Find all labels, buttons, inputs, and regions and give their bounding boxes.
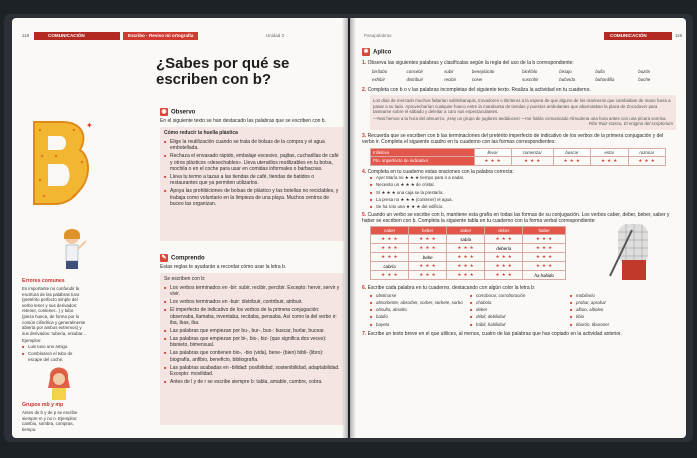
- aplico-exercises: 1. Observa las siguientes palabras y clasifícalas según la regla del uso de la b correspondiente: bisílabo concebir subir beneplácito bicéfalo bisiajo bulla buzón exhibir distribuir recibir coser suscribir bufanda buhardilla buche 2. Completa con b o v las palabras incompletas del siguiente texto. Realiza la actividad en tu cuaderno. Los días de mercado muchos faltarían saltimbanquis, trovadores o titiriteros a la espera de que alguno de los marineros que cambiaban de mano fuera a pasar a su lado. Aprovecharían cualquier hueco entre la marabunta de tiendas y puestos ambulantes que abarrotaban la plaza de Zocodover para tantearse sobre el sábado y deleitar a caro sus espectaculantes. —Nos hemos a la hora del almuerzo, ¡Hay un grupo de juglares andaluces! —me había comunicado Almudena una hora antes con una pícara sonrisa. Pilar Ruiz Gasco, El enigma del scriptorium 3. Recuerda que se escriben con b las terminaciones del pretérito imperfecto de indicativo de los verbos de la primera conjugación y del verbo ir. Completa el siguiente cuadro en tu cuaderno con las formas correspondientes: Infinitivo llevar comenzar buscar estar rozonar Pto. imperfecto de indicativo ★ ★ ★ ★ ★ ★ ★ ★ ★ ★ ★ ★ ★ ★ ★ 4. Completa en tu cuaderno estas oraciones con la palabra correcta: ■ Ayer María no ★ ★ ★ tiempo para ir a nadar. ■ Necesito un ★ ★ ★ de cristal. ■ Sí ★ ★ ★ una caja se la prestaría. ■ La presa no ★ ★ ★ (contener) el agua. ■ Se ha roto una ★ ★ ★ del edificio. 5. Cuando un verbo se escribe con b, mantiene esta grafía en todas las formas de su conjugación. Los verbos caber, deber, beber, saber y haber se escriben con b. Completa la siguiente tabla en tu cuaderno con la forma verbal correspondiente: caber beber saber deber haber ★ ★ ★ ★ ★ ★ sabía ★ ★ ★ ★ ★ ★ ★ ★ ★ ★ ★ ★ ★ ★ ★ debería ★ ★ ★ ★ ★ ★ bebe ★ ★ ★ ★ ★ ★ ★ ★ ★ cabría ★ ★ ★ ★ ★ ★ ★ ★ ★ ★ ★ ★ ★ ★ ★ ★ ★ ★ ★ ★ ★ ★ ★ ★ ha habido 6. Escribe cada palabra en tu cuaderno, destacando con algún color la letra b: ■ obstinarse ■ absorbente, absorber, sorber, sorbete, sorbo ■ obsulta, absolto ■ baldío ■ bayeta ■ corroborar, corroboración ■ chabola ■ deber ■ débil, debilidad ■ hábil, habilidad ■ mobiliario ■ probar, aprobar ■ alboo, alboleo ■ tibio ■ tiburón, tiburoner 7. Escribe un texto breve en el que utilices, al menos, cuatro de las palabras que has copiado en la actividad anterior.: [362, 60, 676, 337]
- comprendo-lead: Se escriben con b:: [164, 276, 206, 283]
- right-header: [350, 32, 686, 40]
- observo-panel: [160, 127, 344, 241]
- left-page: [12, 18, 348, 438]
- grupos-text: Antes de b y de p se escribe siempre m y no n. Ejemplos: cambio, sombra, compras, tiempo.: [22, 410, 78, 432]
- sidebar-grupos: [22, 402, 86, 432]
- ex4-item: ■ Se ha roto una ★ ★ ★ del edificio.: [370, 204, 676, 210]
- ex4-text: Completa en tu cuaderno estas oraciones con la palabra correcta:: [367, 168, 514, 175]
- ex5-text: Cuando un verbo se escribe con b, mantiene esta grafía en todas las formas de su conjugación. Los verbos caber, deber, beber, saber y haber se escriben con b. Completa la siguiente tabla en tu cuaderno con la forma verbal correspondiente:: [362, 211, 670, 224]
- section-label: Escribo · Reviso mi ortografía: [123, 32, 198, 40]
- page-number: 118: [22, 33, 30, 38]
- ejemplos-label: Ejemplos:: [22, 338, 42, 344]
- rule-item: ■ Las palabras que empiezan por bi-, bis-, biz- (que significa dos veces): bisnieto, bimensual.: [164, 336, 340, 349]
- ex6-text: Escribe cada palabra en tu cuaderno, destacando con algún color la letra b:: [367, 285, 536, 292]
- ex3-text: Recuerda que se escriben con b las terminaciones del pretérito imperfecto de indicativo de los verbos de la primera conjugación y del verbo ir. Completa el siguiente cuadro en tu cuaderno con las formas correspondientes:: [362, 132, 664, 146]
- comprendo-heading: Comprendo: [171, 255, 205, 262]
- puzzle-icon: ✱: [363, 49, 369, 55]
- lightbulb-icon: ✎: [161, 255, 167, 261]
- left-header: [12, 32, 348, 40]
- ejemplo-item: ■ Combinaron el tubo de escape del coche.: [22, 351, 86, 362]
- ex2-passage: Los días de mercado muchos faltarían saltimbanquis, trovadores o titiriteros a la espera de que alguno de los marineros que cambiaban de mano fuera a pasar a su lado. Aprovecharían cualquier hueco entre la marabunta de tiendas y puestos ambulantes que abarrotaban la plaza de Zocodover para tantearse sobre el sábado y deleitar a caro sus espectaculantes.: [373, 98, 671, 115]
- ex4-item: ■ Ayer María no ★ ★ ★ tiempo para ir a nadar.: [370, 175, 676, 181]
- observo-item: ■ Lleva tu termo a tazas a las tiendas de café, tiendas de batidos o restaurantes que ya permiten utilizarlos.: [164, 174, 340, 187]
- rule-item: ■ Las palabras que empiezan por bu-, bur-, bus-: buscar, burlar, bucear.: [164, 328, 340, 334]
- ex5-table: caber beber saber deber haber ★ ★ ★ ★ ★ ★ sabía ★ ★ ★ ★ ★ ★ ★ ★ ★ ★ ★ ★ ★ ★ ★ debería ★ ★ ★ ★ ★ ★ bebe ★ ★ ★ ★ ★ ★ ★ ★ ★ cabría ★ ★ ★ ★ ★ ★ ★ ★ ★ ★ ★ ★ ★ ★ ★ ★ ★ ★ ★ ★ ★ ★ ★ ★ ha habido: [370, 226, 566, 280]
- right-page: [350, 18, 686, 438]
- errores-title: Errores comunes: [22, 278, 65, 284]
- observo-box-title: Cómo reducir la huella plástica: [164, 130, 238, 137]
- comprendo-panel: [160, 273, 344, 425]
- errores-text: Es importante no confundir la escritura de las palabras tuvo (pretérito perfecto simple del verbo tener y sus derivados: retener, contener...) y tubo (pieza hueca, de forma por lo común cilíndrica y generalmente abierta por ambos extremos) y sus derivados: tubería, entubar...: [22, 286, 86, 336]
- ex4-item: ■ Sí ★ ★ ★ una caja se la prestaría.: [370, 190, 676, 196]
- ex1-text: Observa las siguientes palabras y clasifícalas según la regla del uso de la b correspondiente:: [367, 60, 574, 66]
- sidebar-errores: [22, 278, 86, 364]
- page-number: 119: [674, 33, 682, 38]
- observo-intro: En el siguiente texto se han destacado las palabras que se escriben con b.: [160, 118, 326, 124]
- rule-item: ■ Las palabras acabadas en -bilidad: posibilidad, sostenibilidad, adaptabilidad. Excepto: movilidad.: [164, 365, 340, 378]
- pencil-hand-illustration: [602, 216, 662, 284]
- ex2-passage-box: [370, 95, 676, 130]
- open-book: [4, 14, 693, 442]
- ex3-table: Infinitivo llevar comenzar buscar estar rozonar Pto. imperfecto de indicativo ★ ★ ★ ★ ★ ★ ★ ★ ★ ★ ★ ★ ★ ★ ★: [370, 148, 666, 166]
- ejemplo-item: ■ Luis tuvo uno amigo.: [22, 344, 86, 350]
- top-label: Pasapalabras: [364, 33, 392, 38]
- student-illustration: [52, 223, 92, 273]
- ex2-text: Completa con b o v las palabras incompletas del siguiente texto. Realiza la actividad en tu cuaderno.: [367, 86, 591, 93]
- comprendo-section: [160, 254, 344, 425]
- aplico-heading: Aplico: [373, 49, 392, 56]
- ex7-text: Escribe un texto breve en el que utilices, al menos, cuatro de las palabras que has copiado en la actividad anterior.: [367, 330, 622, 337]
- ex6-word-columns: ■ obstinarse ■ absorbente, absorber, sorber, sorbete, sorbo ■ obsulta, absolto ■ baldío ■ bayeta ■ corroborar, corroboración ■ chabola ■ deber ■ débil, debilidad ■ hábil, habilidad ■ mobiliario ■ probar, aprobar ■ alboo, alboleo ■ tibio ■ tiburón, tiburoner: [370, 293, 676, 329]
- rule-item: ■ Los verbos terminados en -bir: subir, recibir, percibir. Excepto: hervir, servir y vivir.: [164, 285, 340, 298]
- observo-item: ■ Elige la reutilización cuando se trata de bolsas de la compra y el agua embotellada.: [164, 139, 340, 152]
- section-tab: COMUNICACIÓN: [604, 32, 672, 40]
- comprendo-intro: Estas reglas te ayudarán a recordar cómo usar la letra b.: [160, 264, 287, 270]
- ex4-item: ■ La presa no ★ ★ ★ (contener) el agua.: [370, 197, 676, 203]
- observo-item: ■ Apoya las prohibiciones de bolsas de plástico y las botellas no reciclables, y trabaja como voluntario en la limpieza de una playa. Muchos centros de buceo las organizan.: [164, 188, 340, 207]
- observo-section: [160, 108, 344, 241]
- ex2-quote: —Nos hemos a la hora del almuerzo, ¡Hay un grupo de juglares andaluces! —me había comunicado Almudena una hora antes con una pícara sonrisa.: [373, 115, 667, 121]
- rule-item: ■ El imperfecto de indicativo de los verbos de la primera conjugación: observaba, llamaba, inventaba, recitaba, pensaba. Así como la del verbo ir: iba, ibas, iba.: [164, 307, 340, 326]
- svg-text:✦: ✦: [86, 121, 93, 130]
- observo-heading: Observo: [171, 109, 196, 116]
- book-gutter: [342, 18, 356, 438]
- ex1-word-grid: bisílabo concebir subir beneplácito bicéfalo bisiajo bulla buzón exhibir distribuir recibir coser suscribir bufanda buhardilla buche: [372, 69, 651, 82]
- letter-b-illustration: [26, 116, 96, 212]
- unit-label: Unidad 3: [266, 33, 285, 38]
- ex2-source: Pilar Ruiz Gasco, El enigma del scriptorium: [588, 121, 673, 127]
- rule-item: ■ Los verbos terminados en -buir: distribuir, contribuir, atribuir.: [164, 299, 340, 305]
- section-tab: COMUNICACIÓN: [34, 32, 120, 40]
- grupos-title: Grupos mb y mp: [22, 402, 64, 408]
- eye-icon: ◉: [161, 109, 167, 115]
- page-title: ¿Sabes por qué se escriben con b?: [156, 55, 290, 88]
- rule-item: ■ Las palabras que contienen bio-, -bio (vida), bene- (bien) bibli- (libro): biografía, anfibio, beneficio, bibliografía.: [164, 350, 340, 363]
- observo-item: ■ Rechaza el envasado rápido, embalaje excesivo, pajitas, cucharillas de café y otros plásticos «desechables». Lleva utensilios reutilizables en tu bolsa, mochila o en el coche para usar en comidas informales o barbacoas.: [164, 153, 340, 172]
- thinking-girl-illustration: [42, 364, 76, 400]
- ex4-item: ■ Necesito un ★ ★ ★ de cristal.: [370, 182, 676, 188]
- rule-item: ■ Antes de l y de r se escribe siempre b: tabla, amable, cumbre, cobra.: [164, 379, 340, 385]
